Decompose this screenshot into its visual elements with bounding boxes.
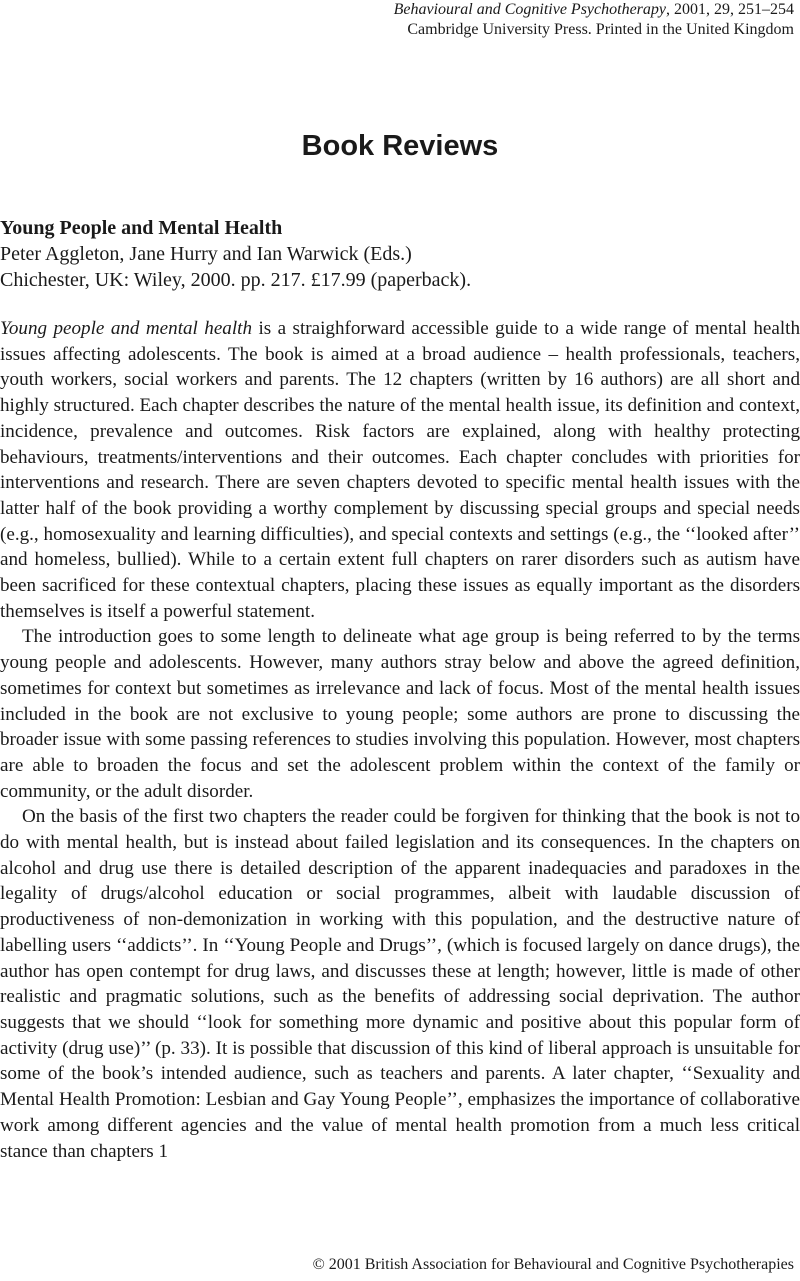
journal-citation	[94, 0, 794, 20]
book-citation	[0, 215, 792, 293]
page-title: Book Reviews	[301, 130, 499, 162]
journal-volume: , 2001, 29, 251–254	[666, 1, 794, 18]
book-editors: Peter Aggleton, Jane Hurry and Ian Warwick (Eds.)	[0, 243, 412, 265]
paragraph: The introduction goes to some length to delineate what age group is being referred to by the terms young people and adolescents. However, many authors stray below and above the agreed definition, sometimes for context but sometimes as irrelevance and lack of focus. Most of the mental health issues included in the book are not exclusive to young people; some authors are prone to discussing the broader issue with some passing references to studies involving this population. However, most chapters are able to broaden the focus and set the adolescent problem within the context of the family or community, or the adult disorder.	[0, 626, 800, 802]
publisher-line: Cambridge University Press. Printed in the United Kingdom	[407, 21, 794, 38]
journal-name: Behavioural and Cognitive Psychotherapy	[393, 1, 666, 18]
paragraph-text: is a straighforward accessible guide to a wide range of mental health issues affecting adolescents. The book is aimed at a broad audience – health professionals, teachers, youth workers, social workers and parents. The 12 chapters (written by 16 authors) are all short and highly structured. Each chapter describes the nature of the mental health issue, its definition and context, incidence, prevalence and outcomes. Risk factors are explained, along with healthy protecting behaviours, treatments/interventions and their outcomes. Each chapter concludes with priorities for interventions and research. There are seven chapters devoted to specific mental health issues with the latter half of the book providing a worthy complement by discussing special groups and special needs (e.g., homosexuality and learning difficulties), and special contexts and settings (e.g., the ‘‘looked after’’ and homeless, bullied). While to a certain extent full chapters on rarer disorders such as autism have been sacrificed for these contextual chapters, placing these issues as equally important as the disorders themselves is itself a powerful statement.	[0, 318, 800, 622]
review-body	[0, 316, 800, 1164]
book-title-italic: Young people and mental health	[0, 318, 253, 339]
copyright-footer: © 2001 British Association for Behavioural and Cognitive Psychotherapies	[312, 1256, 794, 1273]
paragraph	[0, 316, 800, 624]
book-title: Young People and Mental Health	[0, 217, 283, 239]
running-header	[94, 0, 794, 40]
book-publication: Chichester, UK: Wiley, 2000. pp. 217. £17.99 (paperback).	[0, 269, 472, 291]
paragraph: On the basis of the first two chapters the reader could be forgiven for thinking that the book is not to do with mental health, but is instead about failed legislation and its consequences. In the chapters on alcohol and drug use there is detailed description of the apparent inadequacies and paradoxes in the legality of drugs/alcohol education or social programmes, albeit with laudable discussion of productiveness of non-demonization in working with this population, and the destructive nature of labelling users ‘‘addicts’’. In ‘‘Young People and Drugs’’, (which is focused largely on dance drugs), the author has open contempt for drug laws, and discusses these at length; however, little is made of other realistic and pragmatic solutions, such as the benefits of addressing social deprivation. The author suggests that we should ‘‘look for something more dynamic and positive about this popular form of activity (drug use)’’ (p. 33). It is possible that discussion of this kind of liberal approach is unsuitable for some of the book’s intended audience, such as teachers and parents. A later chapter, ‘‘Sexuality and Mental Health Promotion: Lesbian and Gay Young People’’, emphasizes the importance of collaborative work among different agencies and the value of mental health promotion from a much less critical stance than chapters 1	[0, 806, 800, 1162]
